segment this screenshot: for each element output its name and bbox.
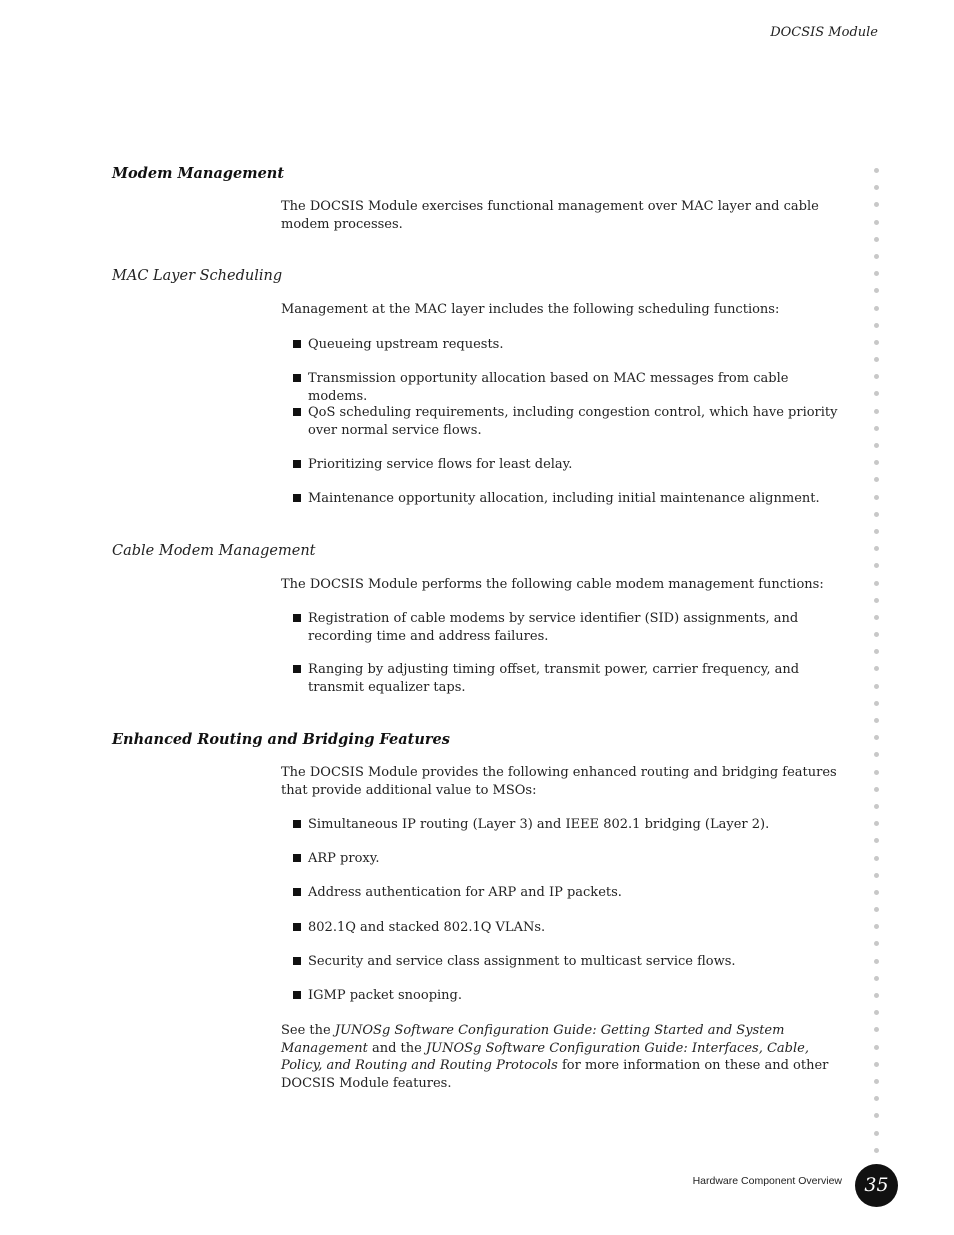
list-item-text: Security and service class assignment to multicast service flows.: [308, 954, 736, 969]
margin-dot: [874, 615, 879, 620]
list-item: [293, 884, 838, 902]
margin-dot: [874, 1148, 879, 1153]
margin-dot: [874, 959, 879, 964]
list-item-text: Queueing upstream requests.: [308, 337, 504, 352]
margin-dot: [874, 1010, 879, 1015]
bullet-square-icon: [293, 991, 301, 999]
list-item: [293, 370, 838, 405]
margin-dot: [874, 288, 879, 293]
list-item: [293, 661, 838, 696]
see-also-suffix: for more information on these and other DOCSIS Module features.: [281, 1058, 829, 1091]
paragraph-cable-modem-management: The DOCSIS Module performs the following cable modem management functions:: [281, 577, 824, 592]
margin-dot: [874, 1045, 879, 1050]
margin-dot: [874, 993, 879, 998]
margin-dot: [874, 323, 879, 328]
margin-dot: [874, 1027, 879, 1032]
see-also-prefix: See the: [281, 1023, 335, 1038]
margin-dot-rule: [874, 168, 880, 1165]
margin-dot: [874, 924, 879, 929]
page-number-badge: 35: [855, 1164, 898, 1207]
bullet-square-icon: [293, 888, 301, 896]
margin-dot: [874, 1079, 879, 1084]
margin-dot: [874, 254, 879, 259]
margin-dot: [874, 357, 879, 362]
paragraph-modem-management: The DOCSIS Module exercises functional management over MAC layer and cable modem processes.: [281, 199, 819, 232]
margin-dot: [874, 873, 879, 878]
margin-dot: [874, 941, 879, 946]
margin-dot: [874, 701, 879, 706]
list-item: [293, 490, 838, 508]
footer-chapter-title: Hardware Component Overview: [692, 1175, 842, 1187]
margin-dot: [874, 460, 879, 465]
section-heading-enhanced-routing: Enhanced Routing and Bridging Features: [112, 731, 450, 748]
list-item-text: Registration of cable modems by service identifier (SID) assignments, and recording time and address failures.: [308, 611, 799, 644]
list-item-text: Address authentication for ARP and IP packets.: [308, 885, 622, 900]
bullet-square-icon: [293, 665, 301, 673]
subsection-heading-cable-modem-management: Cable Modem Management: [112, 543, 316, 559]
margin-dot: [874, 426, 879, 431]
bullet-square-icon: [293, 374, 301, 382]
margin-dot: [874, 1096, 879, 1101]
margin-dot: [874, 632, 879, 637]
list-item-text: QoS scheduling requirements, including congestion control, which have priority over normal service flows.: [308, 405, 838, 438]
margin-dot: [874, 581, 879, 586]
margin-dot: [874, 185, 879, 190]
bullet-square-icon: [293, 820, 301, 828]
list-item-text: Maintenance opportunity allocation, including initial maintenance alignment.: [308, 491, 820, 506]
running-header: DOCSIS Module: [770, 25, 878, 40]
list-item-text: 802.1Q and stacked 802.1Q VLANs.: [308, 920, 546, 935]
margin-dot: [874, 563, 879, 568]
margin-dot: [874, 546, 879, 551]
margin-dot: [874, 529, 879, 534]
subsection-heading-mac-scheduling: MAC Layer Scheduling: [112, 268, 283, 284]
bullet-square-icon: [293, 408, 301, 416]
list-item: [293, 953, 838, 971]
margin-dot: [874, 821, 879, 826]
margin-dot: [874, 856, 879, 861]
paragraph-mac-scheduling: Management at the MAC layer includes the following scheduling functions:: [281, 302, 780, 317]
margin-dot: [874, 598, 879, 603]
margin-dot: [874, 718, 879, 723]
margin-dot: [874, 907, 879, 912]
list-item-text: IGMP packet snooping.: [308, 988, 462, 1003]
list-item-text: ARP proxy.: [308, 851, 380, 866]
margin-dot: [874, 340, 879, 345]
list-item: [293, 919, 838, 937]
margin-dot: [874, 495, 879, 500]
list-item: [293, 610, 838, 645]
margin-dot: [874, 1131, 879, 1136]
list-item-text: Prioritizing service flows for least delay.: [308, 457, 573, 472]
see-also-paragraph: [281, 1022, 841, 1092]
margin-dot: [874, 512, 879, 517]
list-item-text: Transmission opportunity allocation based on MAC messages from cable modems.: [308, 371, 789, 404]
margin-dot: [874, 168, 879, 173]
list-item: [293, 850, 838, 868]
paragraph-enhanced-routing: The DOCSIS Module provides the following enhanced routing and bridging features that provide additional value to MSOs:: [281, 765, 837, 798]
margin-dot: [874, 237, 879, 242]
margin-dot: [874, 735, 879, 740]
see-also-middle: and the: [367, 1040, 426, 1056]
margin-dot: [874, 684, 879, 689]
list-item-text: Simultaneous IP routing (Layer 3) and IEEE 802.1 bridging (Layer 2).: [308, 817, 770, 832]
margin-dot: [874, 220, 879, 225]
bullet-square-icon: [293, 460, 301, 468]
bullet-square-icon: [293, 614, 301, 622]
margin-dot: [874, 409, 879, 414]
margin-dot: [874, 271, 879, 276]
bullet-square-icon: [293, 340, 301, 348]
list-item: [293, 456, 838, 474]
margin-dot: [874, 890, 879, 895]
margin-dot: [874, 374, 879, 379]
bullet-square-icon: [293, 957, 301, 965]
margin-dot: [874, 391, 879, 396]
margin-dot: [874, 202, 879, 207]
section-heading-modem-management: Modem Management: [112, 165, 285, 182]
margin-dot: [874, 787, 879, 792]
margin-dot: [874, 443, 879, 448]
margin-dot: [874, 666, 879, 671]
margin-dot: [874, 752, 879, 757]
bullet-square-icon: [293, 854, 301, 862]
margin-dot: [874, 477, 879, 482]
list-item: [293, 816, 838, 834]
list-item-text: Ranging by adjusting timing offset, transmit power, carrier frequency, and transmit equalizer taps.: [308, 662, 800, 695]
margin-dot: [874, 804, 879, 809]
reference-title-getting-started: JUNOSg Software Configuration Guide: Getting Started and System Management: [281, 1023, 785, 1056]
list-item: [293, 987, 838, 1005]
margin-dot: [874, 306, 879, 311]
margin-dot: [874, 1113, 879, 1118]
margin-dot: [874, 1062, 879, 1067]
list-item: [293, 336, 838, 354]
margin-dot: [874, 976, 879, 981]
reference-title-interfaces: JUNOSg Software Configuration Guide: Interfaces, Cable, Policy, and Routing and Routing Protocols: [281, 1040, 809, 1073]
margin-dot: [874, 838, 879, 843]
bullet-square-icon: [293, 494, 301, 502]
margin-dot: [874, 770, 879, 775]
list-item: [293, 404, 838, 439]
margin-dot: [874, 649, 879, 654]
bullet-square-icon: [293, 923, 301, 931]
